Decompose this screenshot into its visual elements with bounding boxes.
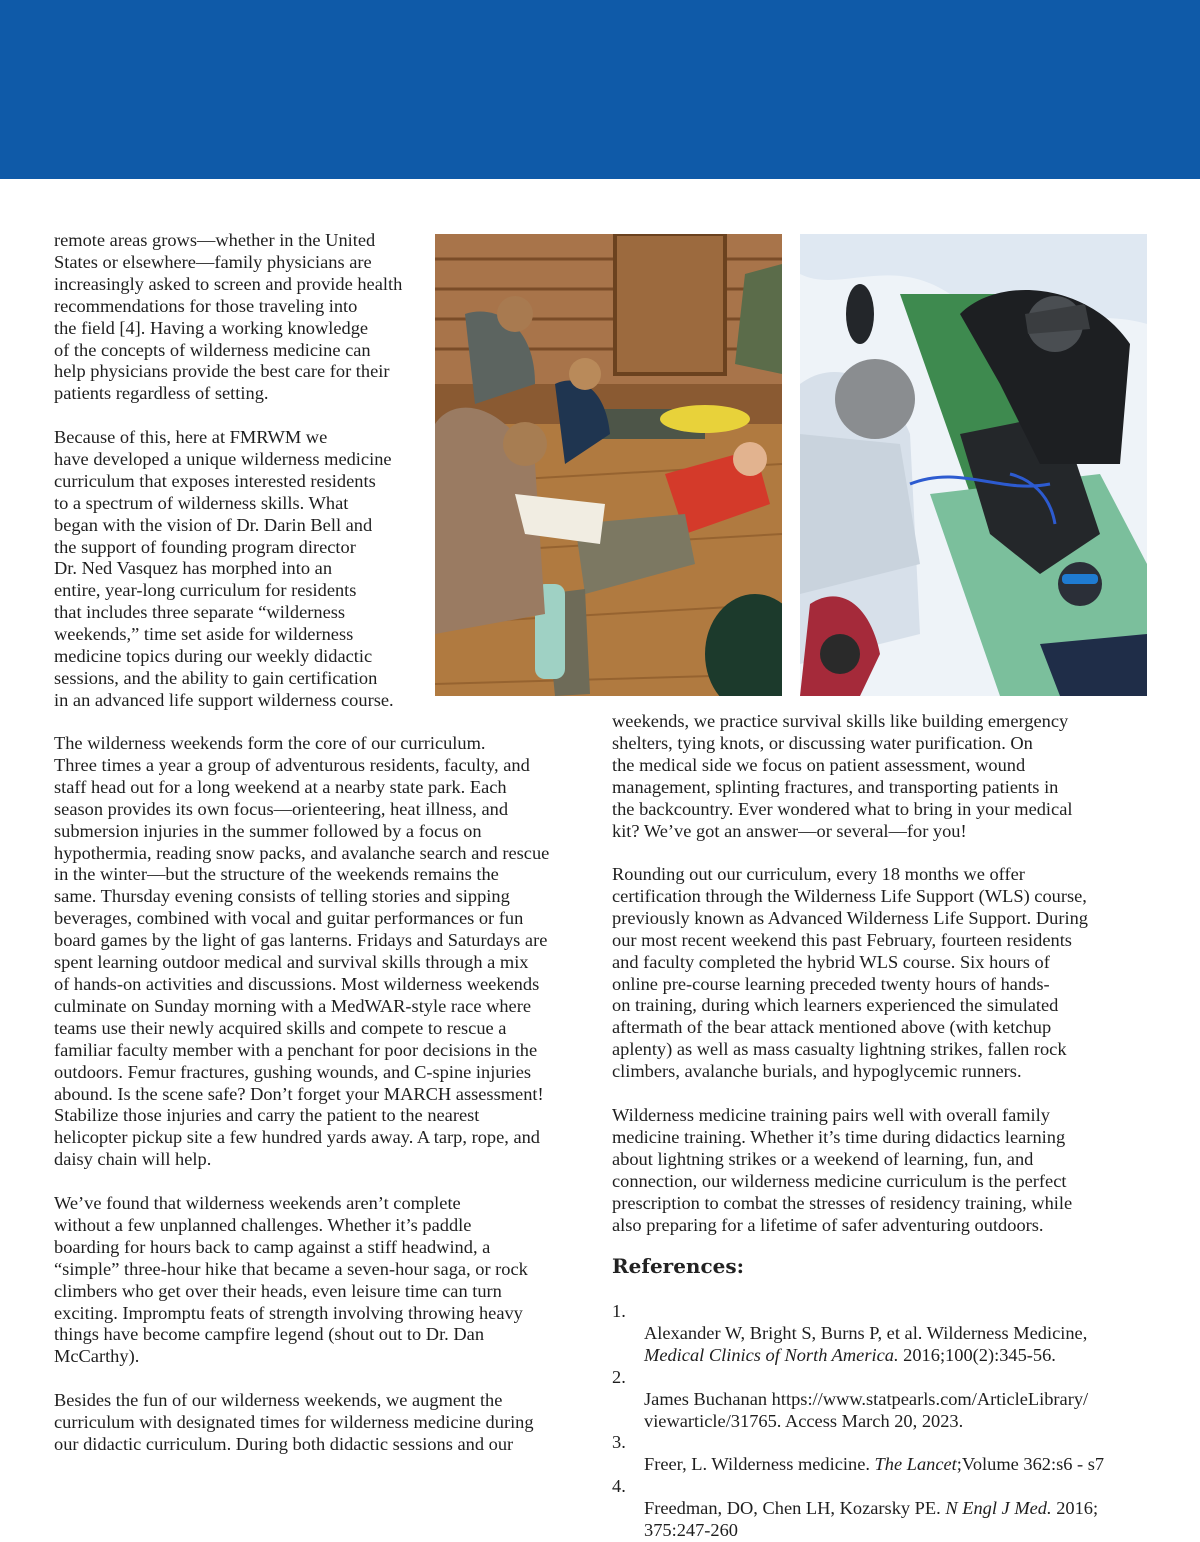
article-paragraph-8: Wilderness medicine training pairs well with overall family medicine training. Whether it’s time during didactics learning about lightning strikes or a weekend of learning, fun, and connection, our wilderness medicine curriculum is the perfect prescription to combat the stresses of residency training, while also preparing for a lifetime of safer adventuring outdoors.: [612, 1105, 1073, 1235]
reference-journal: N Engl J Med.: [945, 1498, 1052, 1519]
reference-text: James Buchanan https://www.statpearls.com/ArticleLibrary/ viewarticle/31765. Access March 20, 2023.: [644, 1388, 1089, 1431]
reference-number: 2.: [612, 1366, 626, 1387]
reference-tail: ;Volume 362:s6 - s7: [956, 1454, 1105, 1475]
header-banner: [0, 0, 1200, 179]
reference-journal: The Lancet: [874, 1454, 957, 1475]
article-paragraph-7: Rounding out our curriculum, every 18 months we offer certification through the Wilderness Life Support (WLS) course, previously known as Advanced Wilderness Life Support. During our most recent weekend this past February, fourteen residents and faculty completed the hybrid WLS course. Six hours of online pre-course learning preceded twenty hours of hands- on training, during which learners experienced the simulated aftermath of the bear attack mentioned above (with ketchup aplenty) as well as mass casualty lightning strikes, fallen rock climbers, avalanche burials, and hypoglycemic runners.: [612, 864, 1088, 1082]
indoor-splinting-photo: [435, 234, 782, 696]
reference-text: Freedman, DO, Chen LH, Kozarsky PE.: [644, 1498, 946, 1519]
reference-text: Freer, L. Wilderness medicine.: [644, 1454, 875, 1475]
reference-text: Alexander W, Bright S, Burns P, et al. Wilderness Medicine,: [644, 1322, 1088, 1343]
photo-indoor-training-icon: [435, 234, 782, 696]
reference-tail: 2016; 375:247-260: [644, 1498, 1099, 1541]
article-paragraph-3: The wilderness weekends form the core of our curriculum. Three times a year a group of adventurous residents, faculty, and staff head out for a long weekend at a nearby state park. Each season provides its own focus—orienteering, heat illness, and submersion injuries in the summer followed by a focus on hypothermia, reading snow packs, and avalanche search and rescue in the winter—but the structure of the weekends remains the same. Thursday evening consists of telling stories and sipping beverages, combined with vocal and guitar performances or fun board games by the light of gas lanterns. Fridays and Saturdays are spent learning outdoor medical and survival skills through a mix of hands-on activities and discussions. Most wilderness weekends culminate on Sunday morning with a MedWAR-style race where teams use their newly acquired skills and compete to rescue a familiar faculty member with a penchant for poor decisions in the outdoors. Femur fractures, gushing wounds, and C-spine injuries abound. Is the scene safe? Don’t forget your MARCH assessment! Stabilize those injuries and carry the patient to the nearest helicopter pickup site a few hundred yards away. A tarp, rope, and daisy chain will help.: [54, 733, 550, 1170]
reference-item: [612, 1367, 1182, 1433]
article-paragraph-6: weekends, we practice survival skills like building emergency shelters, tying knots, or discussing water purification. On the medical side we focus on patient assessment, wound management, splinting fractures, and transporting patients in the backcountry. Ever wondered what to bring in your medical kit? We’ve got an answer—or several—for you!: [612, 711, 1073, 841]
reference-item: [612, 1432, 1182, 1476]
reference-item: [612, 1476, 1182, 1542]
references-list: [612, 1301, 1182, 1542]
reference-number: 4.: [612, 1476, 626, 1497]
article-paragraph-2: Because of this, here at FMRWM we have developed a unique wilderness medicine curriculum that exposes interested residents to a spectrum of wilderness skills. What began with the vision of Dr. Darin Bell and the support of founding program director Dr. Ned Vasquez has morphed into an entire, year-long curriculum for residents that includes three separate “wilderness weekends,” time set aside for wilderness medicine topics during our weekly didactic sessions, and the ability to gain certification in an advanced life support wilderness course.: [54, 427, 394, 710]
snow-rescue-photo: [800, 234, 1147, 696]
article-paragraph-4: We’ve found that wilderness weekends aren’t complete without a few unplanned challenges. Whether it’s paddle boarding for hours back to camp against a stiff headwind, a “simple” three-hour hike that became a seven-hour saga, or rock climbers who get over their heads, even leisure time can turn exciting. Impromptu feats of strength involving throwing heavy things have become campfire legend (shout out to Dr. Dan McCarthy).: [54, 1193, 528, 1367]
reference-item: [612, 1301, 1182, 1367]
photo-snow-rescue-icon: [800, 234, 1147, 696]
references-heading: References:: [612, 1254, 745, 1278]
reference-number: 1.: [612, 1301, 626, 1321]
reference-number: 3.: [612, 1432, 626, 1453]
article-paragraph-5: Besides the fun of our wilderness weekends, we augment the curriculum with designated times for wilderness medicine during our didactic curriculum. During both didactic sessions and our: [54, 1390, 534, 1454]
reference-journal: Medical Clinics of North America.: [644, 1344, 899, 1365]
reference-tail: 2016;100(2):345-56.: [898, 1344, 1056, 1365]
article-paragraph-1: remote areas grows—whether in the United States or elsewhere—family physicians are increasingly asked to screen and provide health recommendations for those traveling into the field [4]. Having a working knowledge of the concepts of wilderness medicine can help physicians provide the best care for their patients regardless of setting.: [54, 230, 403, 404]
